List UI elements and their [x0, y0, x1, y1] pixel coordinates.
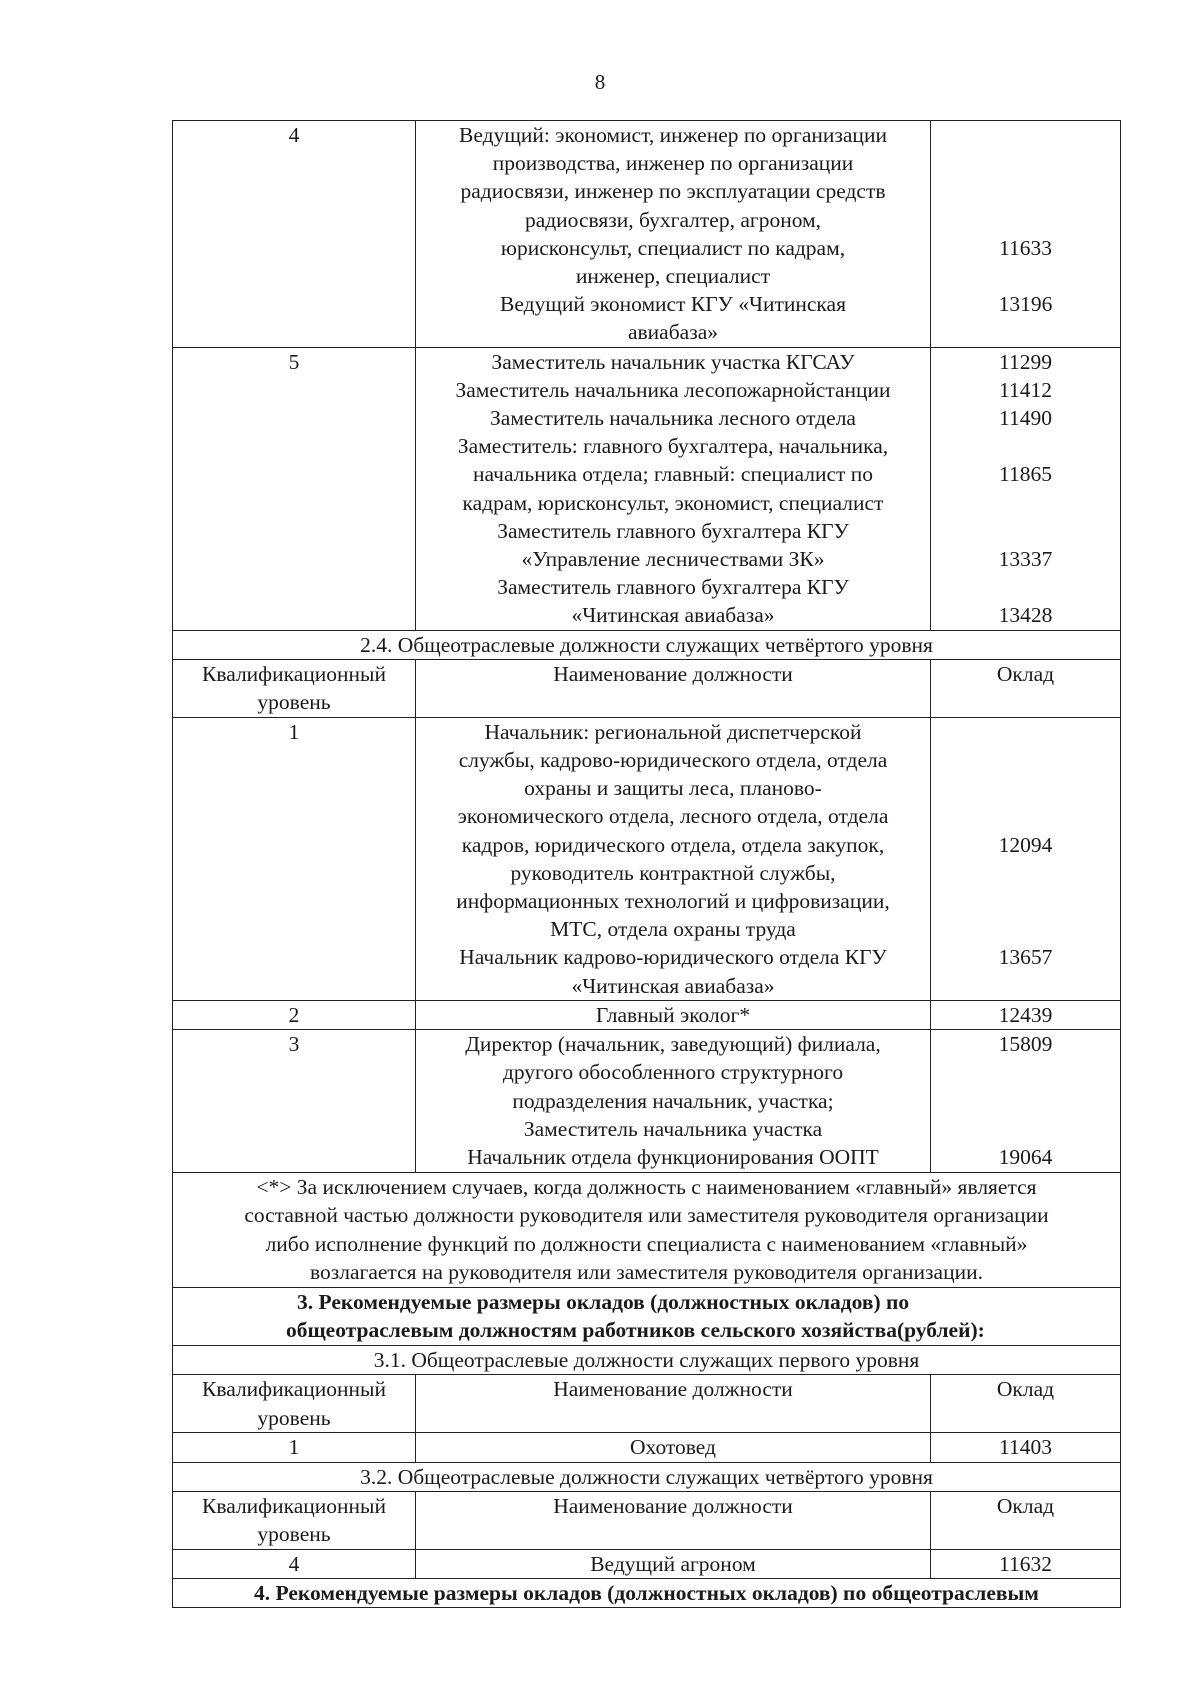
salary-cell [931, 1030, 1121, 1173]
header-level-line: уровень [257, 1405, 331, 1430]
salary-value: 12094 [998, 832, 1053, 857]
header-level-line: Квалификационный [202, 1493, 386, 1518]
position-name-line: производства, инженер по организации [492, 151, 854, 176]
header-level-line: уровень [257, 1521, 331, 1546]
position-name-line: кадров, юридического отдела, отдела закупок, [461, 832, 885, 857]
position-name-cell [416, 717, 931, 1000]
position-name-line: Начальник отдела функционирования ООПТ [467, 1144, 879, 1169]
level-cell: 2 [173, 1000, 416, 1029]
section-3-2-title: 3.2. Общеотраслевые должности служащих четвёртого уровня [173, 1462, 1121, 1491]
position-name-line: службы, кадрово-юридического отдела, отдела [458, 748, 888, 773]
position-name-line: Заместитель начальник участка КГСАУ [491, 349, 855, 374]
section-title-row [173, 1288, 1121, 1346]
position-name-line: Заместитель начальника лесного отдела [490, 406, 856, 431]
position-name-line: Ведущий: экономист, инженер по организации [459, 123, 887, 147]
table-header-row [173, 659, 1121, 717]
position-name-line: юрисконсульт, специалист по кадрам, [500, 235, 846, 260]
header-level [173, 1375, 416, 1433]
header-salary: Оклад [931, 659, 1121, 717]
position-name-line: Начальник кадрово-юридического отдела КГУ [459, 945, 887, 970]
position-name-line: Ведущий экономист КГУ «Читинская [500, 292, 846, 317]
section-3-1-title: 3.1. Общеотраслевые должности служащих первого уровня [173, 1346, 1121, 1375]
position-name-line: МТС, отдела охраны труда [550, 917, 796, 942]
header-position-name: Наименование должности [416, 1375, 931, 1433]
section-title-row [173, 1346, 1121, 1375]
section-3-title-line: общеотраслевым должностям работников сельского хозяйства(рублей): [286, 1318, 985, 1343]
section-3-title-line: 3. Рекомендуемые размеры окладов (должностных окладов) по [297, 1290, 910, 1315]
table-row-level-5 [173, 347, 1121, 630]
table-row [173, 1549, 1121, 1578]
position-name-line: Заместитель начальника участка [523, 1116, 823, 1141]
salary-cell [931, 347, 1121, 630]
position-name-line: Заместитель начальника лесопожарнойстанции [455, 377, 891, 402]
salary-table [172, 120, 1121, 1608]
section-3-title [173, 1288, 1121, 1346]
table-row [173, 717, 1121, 1000]
salary-value: 11412 [999, 377, 1052, 402]
table-header-row [173, 1491, 1121, 1549]
footnote-line: <*> За исключением случаев, когда должность с наименованием «главный» является [256, 1175, 1037, 1200]
level-cell: 1 [173, 1433, 416, 1462]
position-name-line: начальника отдела; главный: специалист по [472, 462, 874, 487]
salary-value: 13657 [998, 945, 1053, 970]
salary-value: 11299 [999, 349, 1052, 374]
salary-cell: 11632 [931, 1549, 1121, 1578]
position-name-line: радиосвязи, инженер по эксплуатации средств [460, 179, 886, 204]
position-name-cell [416, 1030, 931, 1173]
position-name-cell [416, 347, 931, 630]
table-header-row [173, 1375, 1121, 1433]
page-number: 8 [594, 70, 606, 94]
position-name-line: Заместитель: главного бухгалтера, начальника, [457, 434, 889, 459]
section-2-4-title: 2.4. Общеотраслевые должности служащих четвёртого уровня [173, 630, 1121, 659]
salary-cell: 11403 [931, 1433, 1121, 1462]
salary-value: 13428 [998, 603, 1053, 628]
header-salary: Оклад [931, 1375, 1121, 1433]
position-name-cell: Ведущий агроном [416, 1549, 931, 1578]
header-level-line: Квалификационный [202, 1377, 386, 1402]
section-title-row [173, 1462, 1121, 1491]
section-title-row [173, 630, 1121, 659]
salary-value: 11633 [999, 235, 1052, 260]
salary-cell [931, 717, 1121, 1000]
position-name-line: Директор (начальник, заведующий) филиала, [465, 1032, 881, 1057]
salary-value: 11865 [999, 462, 1052, 487]
position-name-line: авиабаза» [627, 320, 718, 345]
position-name-line: Заместитель главного бухгалтера КГУ [497, 575, 849, 600]
position-name-line: «Управление лесничествами ЗК» [521, 547, 825, 572]
header-level [173, 1491, 416, 1549]
footnote-row [173, 1173, 1121, 1288]
salary-value: 15809 [998, 1032, 1053, 1057]
position-name-line: руководитель контрактной службы, [510, 860, 836, 885]
position-name-line: «Читинская авиабаза» [571, 973, 775, 998]
position-name-line: информационных технологий и цифровизации, [456, 889, 890, 914]
footnote-line: либо исполнение функций по должности специалиста с наименованием «главный» [265, 1231, 1028, 1256]
position-name-line: Начальник: региональной диспетчерской [484, 719, 862, 744]
position-name-cell: Главный эколог* [416, 1000, 931, 1029]
position-name-line: охраны и защиты леса, планово- [524, 776, 822, 801]
salary-cell: 12439 [931, 1000, 1121, 1029]
level-cell: 1 [173, 717, 416, 1000]
position-name-line: инженер, специалист [575, 264, 771, 289]
position-name-line: Заместитель главного бухгалтера КГУ [497, 518, 849, 543]
header-salary: Оклад [931, 1491, 1121, 1549]
header-level-line: Квалификационный [202, 661, 386, 686]
position-name-line: радиосвязи, бухгалтер, агроном, [524, 207, 822, 232]
header-position-name: Наименование должности [416, 659, 931, 717]
salary-value: 13337 [998, 547, 1053, 571]
table-row [173, 1030, 1121, 1173]
position-name-cell: Охотовед [416, 1433, 931, 1462]
footnote-line: составной частью должности руководителя или заместителя руководителя организации [244, 1203, 1049, 1228]
header-level-line: уровень [257, 690, 331, 715]
salary-value: 11490 [999, 406, 1052, 431]
level-cell: 3 [173, 1030, 416, 1173]
footnote-line: возлагается на руководителя или заместителя руководителя организации. [310, 1259, 983, 1284]
table-row [173, 1000, 1121, 1029]
position-name-line: экономического отдела, лесного отдела, отдела [457, 804, 889, 829]
table-row-level-4 [173, 121, 1121, 348]
position-name-line: кадрам, юрисконсульт, экономист, специалист [462, 490, 884, 515]
level-cell: 4 [173, 1549, 416, 1578]
table-row [173, 1433, 1121, 1462]
position-name-cell [416, 121, 931, 348]
section-4-title: 4. Рекомендуемые размеры окладов (должностных окладов) по общеотраслевым [173, 1578, 1121, 1607]
level-cell: 4 [173, 121, 416, 348]
position-name-line: «Читинская авиабаза» [571, 603, 775, 628]
salary-value: 19064 [998, 1144, 1053, 1169]
section-title-row [173, 1578, 1121, 1607]
footnote [173, 1173, 1121, 1288]
header-level [173, 659, 416, 717]
header-position-name: Наименование должности [416, 1491, 931, 1549]
position-name-line: другого обособленного структурного [502, 1060, 844, 1085]
level-cell: 5 [173, 347, 416, 630]
salary-cell [931, 121, 1121, 348]
salary-value: 13196 [998, 292, 1053, 317]
position-name-line: подразделения начальник, участка; [512, 1088, 834, 1113]
